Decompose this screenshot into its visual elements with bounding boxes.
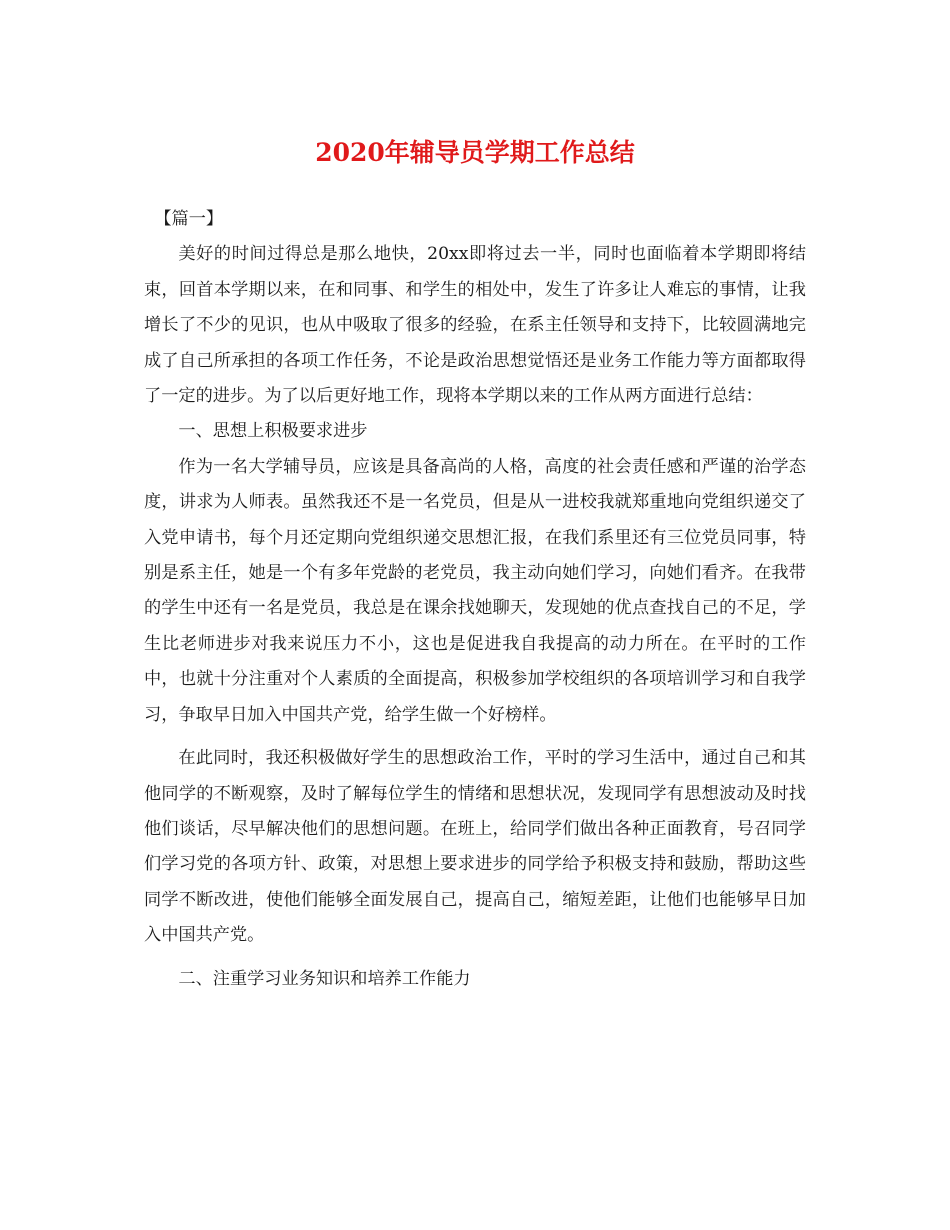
paragraph-intro: 美好的时间过得总是那么地快，20xx即将过去一半，同时也面临着本学期即将结束，回首本学期以来，在和同事、和学生的相处中，发生了许多让人难忘的事情，让我增长了不少的见识，也从中吸取了很多的经验，在系主任领导和支持下，比较圆满地完成了自己所承担的各项工作任务，不论是政治思想觉悟还是业务工作能力等方面都取得了一定的进步。为了以后更好地工作，现将本学期以来的工作从两方面进行总结： — [144, 244, 806, 407]
document-title: 2020年辅导员学期工作总结 — [315, 138, 635, 167]
heading-section-1: 一、思想上积极要求进步 — [178, 421, 368, 442]
paragraph-section-1-b: 在此同时，我还积极做好学生的思想政治工作，平时的学习生活中，通过自己和其他同学的不断观察，及时了解每位学生的情绪和思想状况，发现同学有思想波动及时找他们谈话，尽早解决他们的思想问题。在班上，给同学们做出各种正面教育，号召同学们学习党的各项方针、政策，对思想上要求进步的同学给予积极支持和鼓励，帮助这些同学不断改进，使他们能够全面发展自己，提高自己，缩短差距，让他们也能够早日加入中国共产党。 — [144, 748, 806, 946]
document-body — [144, 202, 806, 997]
paragraph-section-1-a: 作为一名大学辅导员，应该是具备高尚的人格，高度的社会责任感和严谨的治学态度，讲求为人师表。虽然我还不是一名党员，但是从一进校我就郑重地向党组织递交了入党申请书，每个月还定期向党组织递交思想汇报，在我们系里还有三位党员同事，特别是系主任，她是一个有多年党龄的老党员，我主动向她们学习，向她们看齐。在我带的学生中还有一名是党员，我总是在课余找她聊天，发现她的优点查找自己的不足，学生比老师进步对我来说压力不小，这也是促进我自我提高的动力所在。在平时的工作中，也就十分注重对个人素质的全面提高，积极参加学校组织的各项培训学习和自我学习，争取早日加入中国共产党，给学生做一个好榜样。 — [144, 456, 806, 725]
section-tag: 【篇一】 — [154, 209, 224, 229]
heading-section-2: 二、注重学习业务知识和培养工作能力 — [178, 968, 471, 989]
